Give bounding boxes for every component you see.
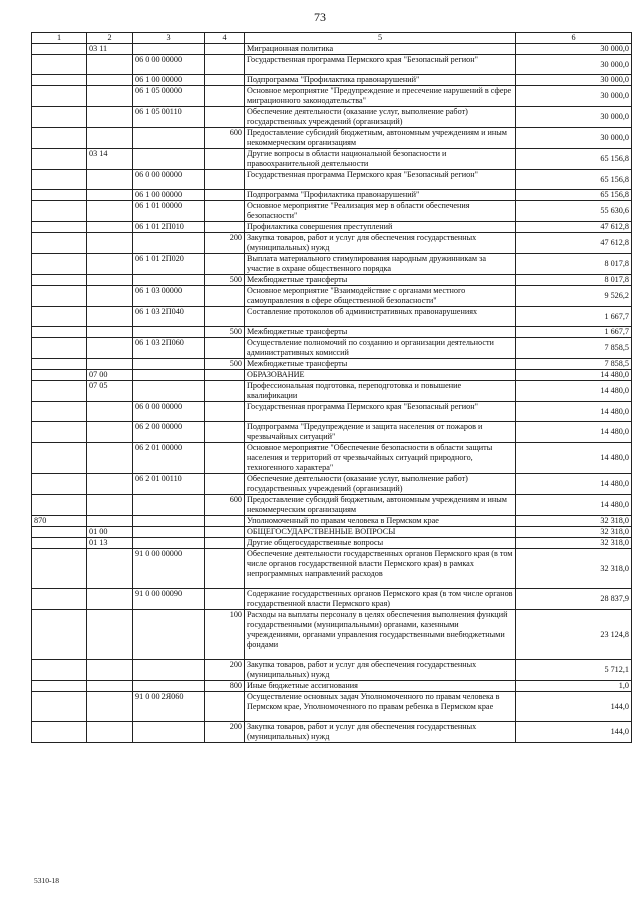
table-row <box>32 422 632 443</box>
cell-expense-type-code <box>205 222 245 233</box>
cell-target-article-code <box>133 516 205 527</box>
cell-expense-type-code <box>205 254 245 275</box>
cell-section-code <box>32 170 87 190</box>
table-row <box>32 381 632 402</box>
table-row <box>32 190 632 201</box>
cell-section-code <box>32 128 87 149</box>
budget-table-container <box>31 32 631 743</box>
cell-expense-type-code: 800 <box>205 681 245 692</box>
cell-subsection-code <box>87 201 133 222</box>
cell-amount: 144,0 <box>516 692 632 722</box>
cell-amount: 144,0 <box>516 722 632 743</box>
cell-amount: 14 480,0 <box>516 422 632 443</box>
cell-subsection-code <box>87 190 133 201</box>
table-row <box>32 55 632 75</box>
cell-amount: 65 156,8 <box>516 190 632 201</box>
cell-subsection-code <box>87 86 133 107</box>
table-row <box>32 692 632 722</box>
cell-amount: 14 480,0 <box>516 495 632 516</box>
table-row <box>32 538 632 549</box>
cell-item-name: Осуществление основных задач Уполномоченного по правам человека в Пермском крае, Уполномоченного по правам ребенка в Пермском крае <box>245 692 516 722</box>
cell-section-code <box>32 527 87 538</box>
cell-subsection-code <box>87 107 133 128</box>
cell-amount: 30 000,0 <box>516 75 632 86</box>
cell-subsection-code <box>87 474 133 495</box>
cell-item-name: Другие вопросы в области национальной безопасности и правоохранительной деятельности <box>245 149 516 170</box>
table-row <box>32 610 632 660</box>
cell-amount: 30 000,0 <box>516 44 632 55</box>
cell-expense-type-code <box>205 55 245 75</box>
cell-expense-type-code <box>205 692 245 722</box>
table-row <box>32 201 632 222</box>
cell-expense-type-code: 500 <box>205 327 245 338</box>
cell-subsection-code <box>87 222 133 233</box>
cell-subsection-code: 01 00 <box>87 527 133 538</box>
cell-item-name: Межбюджетные трансферты <box>245 275 516 286</box>
cell-section-code <box>32 275 87 286</box>
cell-expense-type-code <box>205 86 245 107</box>
cell-expense-type-code <box>205 443 245 474</box>
column-header: 3 <box>133 33 205 44</box>
cell-target-article-code: 06 1 01 00000 <box>133 201 205 222</box>
cell-item-name: Составление протоколов об административных правонарушениях <box>245 307 516 327</box>
cell-expense-type-code: 500 <box>205 359 245 370</box>
cell-target-article-code <box>133 381 205 402</box>
cell-subsection-code: 03 14 <box>87 149 133 170</box>
cell-amount: 23 124,8 <box>516 610 632 660</box>
cell-expense-type-code <box>205 381 245 402</box>
cell-item-name: Подпрограмма "Профилактика правонарушений" <box>245 75 516 86</box>
cell-expense-type-code <box>205 589 245 610</box>
cell-amount: 14 480,0 <box>516 370 632 381</box>
cell-item-name: Иные бюджетные ассигнования <box>245 681 516 692</box>
column-header: 5 <box>245 33 516 44</box>
cell-section-code <box>32 443 87 474</box>
cell-section-code <box>32 75 87 86</box>
cell-section-code <box>32 660 87 681</box>
cell-item-name: Основное мероприятие "Реализация мер в области обеспечения безопасности" <box>245 201 516 222</box>
cell-section-code <box>32 190 87 201</box>
table-row <box>32 327 632 338</box>
footer-code: 5310-18 <box>34 876 59 885</box>
cell-expense-type-code <box>205 307 245 327</box>
cell-subsection-code <box>87 610 133 660</box>
cell-item-name: ОБЩЕГОСУДАРСТВЕННЫЕ ВОПРОСЫ <box>245 527 516 538</box>
cell-amount: 32 318,0 <box>516 527 632 538</box>
cell-amount: 47 612,8 <box>516 233 632 254</box>
cell-target-article-code <box>133 275 205 286</box>
table-row <box>32 549 632 589</box>
cell-target-article-code <box>133 660 205 681</box>
cell-target-article-code: 06 1 00 00000 <box>133 190 205 201</box>
cell-item-name: Обеспечение деятельности (оказание услуг, выполнение работ) государственных учреждений (организаций) <box>245 107 516 128</box>
cell-section-code <box>32 370 87 381</box>
cell-item-name: Государственная программа Пермского края "Безопасный регион" <box>245 402 516 422</box>
cell-expense-type-code <box>205 201 245 222</box>
cell-target-article-code: 06 1 05 00110 <box>133 107 205 128</box>
cell-section-code <box>32 286 87 307</box>
cell-section-code <box>32 233 87 254</box>
column-header: 2 <box>87 33 133 44</box>
cell-subsection-code <box>87 722 133 743</box>
cell-expense-type-code: 600 <box>205 495 245 516</box>
cell-section-code <box>32 692 87 722</box>
cell-expense-type-code <box>205 286 245 307</box>
cell-target-article-code <box>133 538 205 549</box>
column-number-row <box>32 33 632 44</box>
cell-subsection-code <box>87 589 133 610</box>
cell-expense-type-code: 200 <box>205 660 245 681</box>
cell-subsection-code <box>87 422 133 443</box>
cell-subsection-code <box>87 254 133 275</box>
cell-amount: 65 156,8 <box>516 149 632 170</box>
cell-amount: 30 000,0 <box>516 86 632 107</box>
cell-expense-type-code <box>205 527 245 538</box>
cell-subsection-code: 03 11 <box>87 44 133 55</box>
cell-target-article-code: 06 1 03 2П060 <box>133 338 205 359</box>
cell-amount: 8 017,8 <box>516 254 632 275</box>
cell-target-article-code: 06 2 00 00000 <box>133 422 205 443</box>
table-row <box>32 338 632 359</box>
cell-item-name: Выплата материального стимулирования народным дружинникам за участие в охране общественного порядка <box>245 254 516 275</box>
cell-section-code <box>32 589 87 610</box>
cell-target-article-code: 91 0 00 2Я060 <box>133 692 205 722</box>
cell-target-article-code: 91 0 00 00090 <box>133 589 205 610</box>
cell-expense-type-code <box>205 190 245 201</box>
cell-amount: 30 000,0 <box>516 107 632 128</box>
cell-subsection-code <box>87 275 133 286</box>
table-row <box>32 107 632 128</box>
cell-subsection-code <box>87 402 133 422</box>
cell-amount: 47 612,8 <box>516 222 632 233</box>
cell-item-name: Основное мероприятие "Обеспечение безопасности в области защиты населения и территорий от чрезвычайных ситуаций природного, техногенного характера" <box>245 443 516 474</box>
cell-expense-type-code <box>205 549 245 589</box>
table-row <box>32 370 632 381</box>
cell-item-name: Закупка товаров, работ и услуг для обеспечения государственных (муниципальных) нужд <box>245 233 516 254</box>
cell-target-article-code: 06 0 00 00000 <box>133 402 205 422</box>
table-row <box>32 359 632 370</box>
cell-section-code <box>32 327 87 338</box>
cell-expense-type-code <box>205 422 245 443</box>
cell-section-code <box>32 44 87 55</box>
table-row <box>32 233 632 254</box>
cell-section-code <box>32 402 87 422</box>
cell-section-code <box>32 338 87 359</box>
cell-section-code <box>32 359 87 370</box>
cell-section-code <box>32 86 87 107</box>
cell-expense-type-code: 500 <box>205 275 245 286</box>
cell-amount: 7 858,5 <box>516 359 632 370</box>
table-row <box>32 443 632 474</box>
cell-section-code <box>32 538 87 549</box>
cell-subsection-code <box>87 307 133 327</box>
cell-section-code <box>32 149 87 170</box>
cell-target-article-code <box>133 327 205 338</box>
cell-section-code <box>32 610 87 660</box>
cell-section-code <box>32 222 87 233</box>
cell-target-article-code <box>133 681 205 692</box>
cell-item-name: Осуществление полномочий по созданию и организации деятельности административных комиссий <box>245 338 516 359</box>
cell-section-code <box>32 681 87 692</box>
cell-expense-type-code <box>205 474 245 495</box>
table-row <box>32 75 632 86</box>
cell-section-code <box>32 254 87 275</box>
table-row <box>32 722 632 743</box>
cell-amount: 32 318,0 <box>516 516 632 527</box>
cell-expense-type-code <box>205 402 245 422</box>
cell-amount: 32 318,0 <box>516 549 632 589</box>
cell-amount: 30 000,0 <box>516 128 632 149</box>
cell-target-article-code: 06 1 01 2П020 <box>133 254 205 275</box>
cell-subsection-code <box>87 286 133 307</box>
cell-subsection-code <box>87 692 133 722</box>
cell-item-name: Обеспечение деятельности (оказание услуг, выполнение работ) государственных учреждений (организаций) <box>245 474 516 495</box>
cell-subsection-code <box>87 495 133 516</box>
table-row <box>32 275 632 286</box>
table-body <box>32 44 632 743</box>
cell-subsection-code <box>87 55 133 75</box>
cell-item-name: Расходы на выплаты персоналу в целях обеспечения выполнения функций государственными (муниципальными) органами, казенными учреждениями, органами управления государственными внебюджетными фондами <box>245 610 516 660</box>
cell-item-name: Закупка товаров, работ и услуг для обеспечения государственных (муниципальных) нужд <box>245 660 516 681</box>
cell-expense-type-code <box>205 338 245 359</box>
cell-subsection-code <box>87 359 133 370</box>
cell-section-code <box>32 201 87 222</box>
cell-amount: 14 480,0 <box>516 443 632 474</box>
cell-expense-type-code <box>205 516 245 527</box>
cell-item-name: Обеспечение деятельности государственных органов Пермского края (в том числе органов государственной власти Пермского края) в рамках непрограммных направлений расходов <box>245 549 516 589</box>
cell-target-article-code: 06 1 03 00000 <box>133 286 205 307</box>
cell-subsection-code <box>87 681 133 692</box>
page-number: 73 <box>314 10 326 24</box>
column-header: 1 <box>32 33 87 44</box>
cell-amount: 28 837,9 <box>516 589 632 610</box>
table-row <box>32 222 632 233</box>
cell-section-code <box>32 422 87 443</box>
cell-amount: 1 667,7 <box>516 307 632 327</box>
cell-section-code <box>32 495 87 516</box>
cell-target-article-code: 06 1 00 00000 <box>133 75 205 86</box>
cell-expense-type-code <box>205 149 245 170</box>
cell-item-name: Подпрограмма "Предупреждение и защита населения от пожаров и чрезвычайных ситуаций" <box>245 422 516 443</box>
cell-section-code <box>32 107 87 128</box>
cell-amount: 8 017,8 <box>516 275 632 286</box>
cell-amount: 1,0 <box>516 681 632 692</box>
cell-target-article-code <box>133 610 205 660</box>
cell-amount: 14 480,0 <box>516 381 632 402</box>
cell-item-name: Предоставление субсидий бюджетным, автономным учреждениям и иным некоммерческим организациям <box>245 495 516 516</box>
column-header: 4 <box>205 33 245 44</box>
cell-subsection-code <box>87 443 133 474</box>
cell-target-article-code: 06 1 01 2П010 <box>133 222 205 233</box>
budget-table <box>31 32 632 743</box>
table-row <box>32 44 632 55</box>
table-row <box>32 589 632 610</box>
cell-target-article-code: 06 1 03 2П040 <box>133 307 205 327</box>
cell-subsection-code <box>87 549 133 589</box>
cell-item-name: Подпрограмма "Профилактика правонарушений" <box>245 190 516 201</box>
cell-amount: 65 156,8 <box>516 170 632 190</box>
cell-amount: 30 000,0 <box>516 55 632 75</box>
cell-target-article-code: 06 0 00 00000 <box>133 170 205 190</box>
cell-expense-type-code: 100 <box>205 610 245 660</box>
table-row <box>32 254 632 275</box>
table-row <box>32 681 632 692</box>
cell-subsection-code: 01 13 <box>87 538 133 549</box>
cell-expense-type-code: 600 <box>205 128 245 149</box>
cell-expense-type-code: 200 <box>205 233 245 254</box>
cell-expense-type-code <box>205 538 245 549</box>
cell-target-article-code: 06 1 05 00000 <box>133 86 205 107</box>
cell-amount: 7 858,5 <box>516 338 632 359</box>
cell-amount: 9 526,2 <box>516 286 632 307</box>
cell-subsection-code: 07 00 <box>87 370 133 381</box>
cell-subsection-code <box>87 128 133 149</box>
table-row <box>32 86 632 107</box>
table-row <box>32 516 632 527</box>
cell-item-name: Государственная программа Пермского края "Безопасный регион" <box>245 55 516 75</box>
cell-item-name: Основное мероприятие "Предупреждение и пресечение нарушений в сфере миграционного законодательства" <box>245 86 516 107</box>
table-row <box>32 495 632 516</box>
table-row <box>32 307 632 327</box>
cell-target-article-code <box>133 44 205 55</box>
cell-item-name: Другие общегосударственные вопросы <box>245 538 516 549</box>
cell-item-name: Предоставление субсидий бюджетным, автономным учреждениям и иным некоммерческим организациям <box>245 128 516 149</box>
cell-section-code <box>32 549 87 589</box>
cell-item-name: Профилактика совершения преступлений <box>245 222 516 233</box>
cell-item-name: Основное мероприятие "Взаимодействие с органами местного самоуправления в сфере общественной безопасности" <box>245 286 516 307</box>
cell-target-article-code: 06 2 01 00110 <box>133 474 205 495</box>
cell-target-article-code <box>133 359 205 370</box>
cell-amount: 14 480,0 <box>516 474 632 495</box>
cell-section-code: 870 <box>32 516 87 527</box>
cell-subsection-code <box>87 338 133 359</box>
cell-subsection-code <box>87 327 133 338</box>
cell-item-name: Содержание государственных органов Пермского края (в том числе органов государственной власти Пермского края) <box>245 589 516 610</box>
cell-target-article-code: 06 2 01 00000 <box>133 443 205 474</box>
column-header: 6 <box>516 33 632 44</box>
cell-item-name: Миграционная политика <box>245 44 516 55</box>
cell-target-article-code <box>133 233 205 254</box>
cell-target-article-code <box>133 722 205 743</box>
cell-subsection-code <box>87 170 133 190</box>
cell-section-code <box>32 55 87 75</box>
cell-expense-type-code <box>205 170 245 190</box>
cell-amount: 14 480,0 <box>516 402 632 422</box>
cell-item-name: Закупка товаров, работ и услуг для обеспечения государственных (муниципальных) нужд <box>245 722 516 743</box>
table-row <box>32 402 632 422</box>
cell-expense-type-code <box>205 75 245 86</box>
table-row <box>32 660 632 681</box>
cell-subsection-code <box>87 233 133 254</box>
cell-item-name: Межбюджетные трансферты <box>245 327 516 338</box>
cell-target-article-code <box>133 495 205 516</box>
cell-amount: 32 318,0 <box>516 538 632 549</box>
cell-section-code <box>32 474 87 495</box>
cell-target-article-code <box>133 149 205 170</box>
cell-amount: 55 630,6 <box>516 201 632 222</box>
cell-target-article-code <box>133 128 205 149</box>
cell-expense-type-code <box>205 370 245 381</box>
cell-expense-type-code <box>205 107 245 128</box>
cell-amount: 1 667,7 <box>516 327 632 338</box>
table-row <box>32 170 632 190</box>
table-row <box>32 474 632 495</box>
cell-subsection-code <box>87 660 133 681</box>
cell-amount: 5 712,1 <box>516 660 632 681</box>
cell-item-name: ОБРАЗОВАНИЕ <box>245 370 516 381</box>
cell-expense-type-code <box>205 44 245 55</box>
cell-item-name: Уполномоченный по правам человека в Пермском крае <box>245 516 516 527</box>
cell-target-article-code <box>133 527 205 538</box>
cell-target-article-code: 06 0 00 00000 <box>133 55 205 75</box>
table-row <box>32 286 632 307</box>
cell-subsection-code <box>87 516 133 527</box>
cell-expense-type-code: 200 <box>205 722 245 743</box>
cell-section-code <box>32 307 87 327</box>
cell-target-article-code <box>133 370 205 381</box>
table-row <box>32 149 632 170</box>
cell-item-name: Межбюджетные трансферты <box>245 359 516 370</box>
table-row <box>32 527 632 538</box>
cell-subsection-code <box>87 75 133 86</box>
cell-section-code <box>32 381 87 402</box>
cell-target-article-code: 91 0 00 00000 <box>133 549 205 589</box>
cell-subsection-code: 07 05 <box>87 381 133 402</box>
cell-section-code <box>32 722 87 743</box>
cell-item-name: Государственная программа Пермского края "Безопасный регион" <box>245 170 516 190</box>
table-row <box>32 128 632 149</box>
cell-item-name: Профессиональная подготовка, переподготовка и повышение квалификации <box>245 381 516 402</box>
